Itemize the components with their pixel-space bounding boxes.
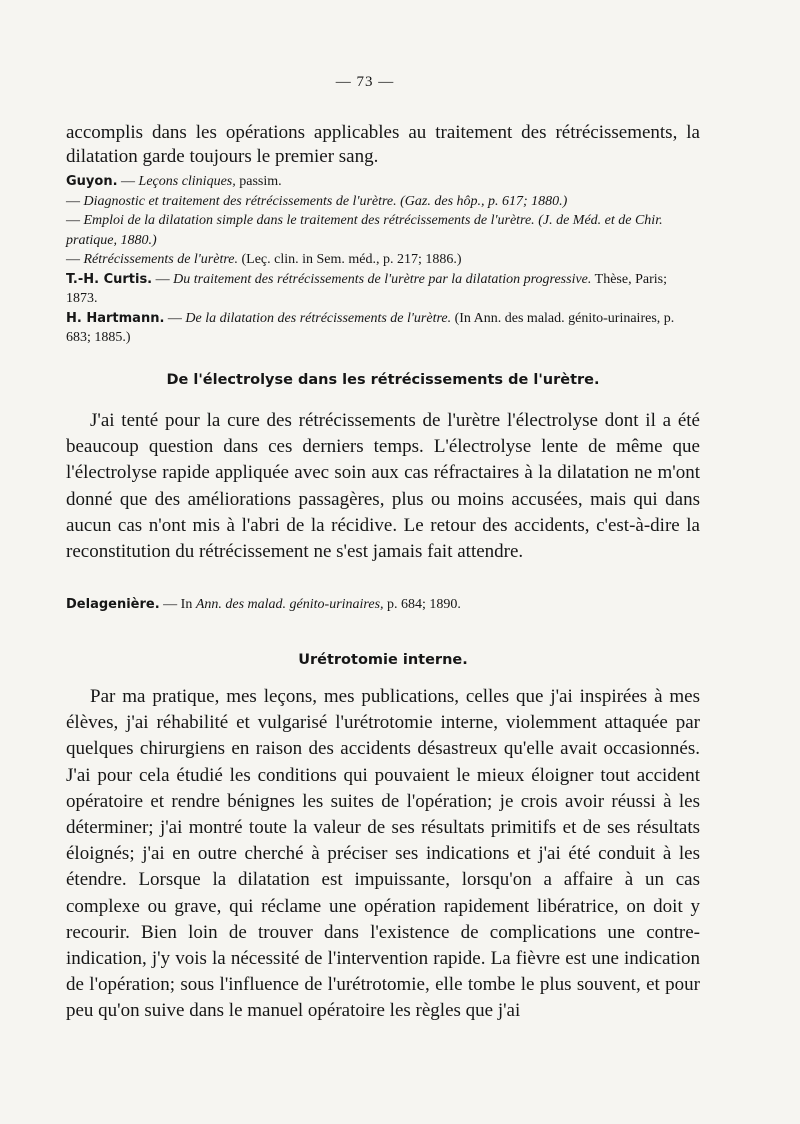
reference-item: [66, 172, 700, 192]
reference-separator: —: [66, 252, 84, 267]
reference-title: Ann. des malad. génito-urinaires,: [195, 597, 384, 612]
reference-separator: —: [152, 271, 174, 287]
reference-list: [66, 172, 700, 348]
reference-separator: — In: [159, 597, 196, 612]
reference-details: (J. de Méd. et de Chir. pratique, 1880.): [66, 213, 663, 248]
reference-author: T.-H. Curtis.: [66, 271, 153, 287]
reference-item: [66, 211, 700, 250]
section-heading-uretrotomie: Urétrotomie interne.: [298, 652, 468, 668]
reference-author: H. Hartmann.: [66, 310, 165, 326]
reference-title: Leçons cliniques,: [138, 174, 236, 189]
reference-item: [66, 270, 700, 309]
reference-separator: —: [164, 310, 186, 326]
reference-item: [66, 250, 700, 270]
reference-title: De la dilatation des rétrécissements de l'urètre.: [185, 310, 452, 326]
page-number: — 73 —: [335, 74, 395, 90]
reference-details: Thèse, Paris; 1873.: [66, 271, 667, 306]
reference-separator: —: [66, 213, 84, 228]
reference-item: [66, 597, 700, 613]
continuation-paragraph: accomplis dans les opérations applicables au traitement des rétrécissements, la dilatation garde toujours le premier sang.: [66, 122, 700, 167]
reference-details: (In Ann. des malad. génito-urinaires, p. 683; 1885.): [66, 310, 675, 345]
reference-author: Delagenière.: [66, 597, 160, 612]
reference-separator: —: [117, 174, 139, 189]
reference-title: Du traitement des rétrécissements de l'urètre par la dilatation progressive.: [173, 271, 592, 287]
reference-details: p. 684; 1890.: [383, 597, 461, 612]
reference-item: [66, 309, 700, 348]
section-paragraph-electrolyse: J'ai tenté pour la cure des rétrécissements de l'urètre l'électrolyse dont il a été beaucoup question dans ces derniers temps. L'électrolyse lente de même que l'électrolyse rapide appliquée avec soin aux cas réfractaires à la dilatation ne m'ont donné que des améliorations passagères, plus ou moins accusées, mais qui dans aucun cas n'ont mis à l'abri de la récidive. Le retour des accidents, c'est-à-dire la reconstitution du rétrécissement ne s'est jamais fait attendre.: [66, 410, 700, 563]
reference-title: Emploi de la dilatation simple dans le traitement des rétrécissements de l'urètre.: [83, 213, 535, 228]
reference-details: passim.: [235, 174, 282, 189]
reference-title: Rétrécissements de l'urètre.: [83, 252, 238, 267]
reference-author: Guyon.: [66, 174, 118, 189]
reference-title: Diagnostic et traitement des rétrécissements de l'urètre.: [83, 193, 397, 209]
reference-item: [66, 192, 700, 212]
reference-details: (Leç. clin. in Sem. méd., p. 217; 1886.): [238, 252, 462, 267]
reference-separator: —: [66, 193, 84, 209]
section-paragraph-uretrotomie: Par ma pratique, mes leçons, mes publications, celles que j'ai inspirées à mes élèves, j'ai réhabilité et vulgarisé l'urétrotomie interne, violemment attaquée par quelques chirurgiens en raison des accidents désastreux qu'elle avait occasionnés. J'ai pour cela étudié les conditions qui pouvaient le mieux éloigner tout accident opératoire et rendre bénignes les suites de l'opération; je crois avoir réussi à les déterminer; j'ai montré toute la valeur de ses résultats primitifs et de ses résultats éloignés; j'ai en outre cherché à préciser ses indications et j'ai été conduit à les étendre. Lorsque la dilatation est impuissante, lorsqu'on a affaire à un cas complexe ou grave, qui réclame une opération rapidement libératrice, on doit y recourir. Bien loin de trouver dans l'existence de complications une contre-indication, j'y vois la nécessité de l'intervention rapide. La fièvre est une indication de l'opération; sous l'influence de l'urétrotomie, elle tombe le plus souvent, et pour peu qu'on suive dans le manuel opératoire les règles que j'ai: [66, 686, 700, 1022]
reference-details: (Gaz. des hôp., p. 617; 1880.): [396, 193, 568, 209]
section-heading-electrolyse: De l'électrolyse dans les rétrécissements de l'urètre.: [166, 372, 600, 388]
